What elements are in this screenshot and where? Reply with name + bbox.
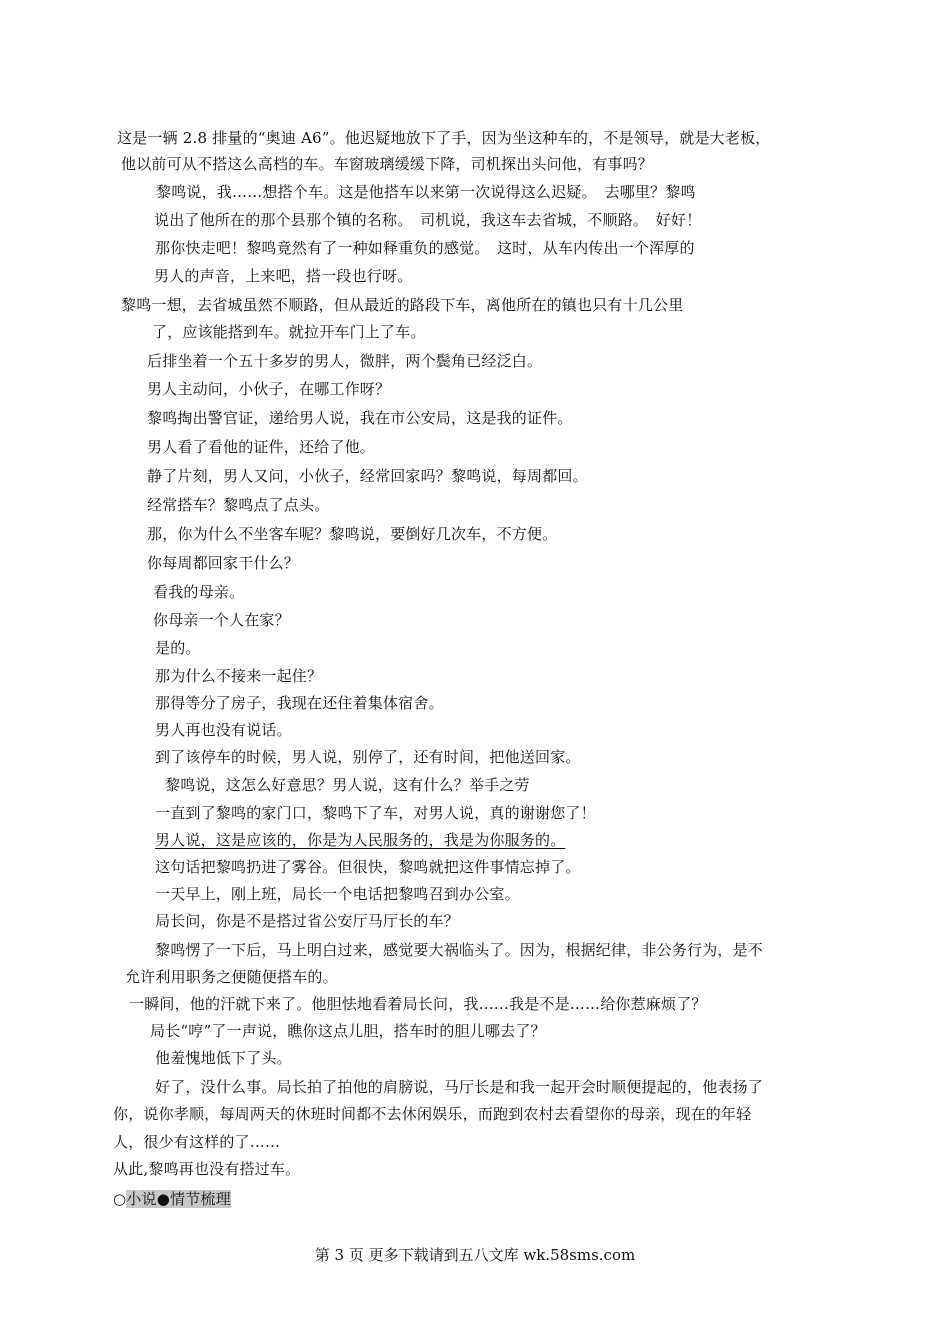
body-line: 经常搭车？黎鸣点了点头。 [147, 496, 330, 514]
body-line: 局长“哼”了一声说，瞧你这点儿胆，搭车时的胆儿哪去了？ [150, 1022, 546, 1040]
body-line: 静了片刻，男人又问，小伙子，经常回家吗？黎鸣说，每周都回。 [147, 467, 588, 485]
body-line: 到了该停车的时候，男人说，别停了，还有时间，把他送回家。 [155, 748, 581, 766]
page-footer: 第 3 页 更多下载请到五八文库 wk.58sms.com [314, 1246, 636, 1264]
body-line: 你每周都回家干什么？ [147, 554, 300, 572]
body-line: 男人看了看他的证件，还给了他。 [147, 438, 376, 456]
section-heading [113, 1189, 231, 1209]
body-line: 一瞬间，他的汗就下来了。他胆怯地看着局长问，我……我是不是……给你惹麻烦了？ [129, 995, 707, 1013]
body-line: 他羞愧地低下了头。 [155, 1049, 292, 1067]
body-line: 后排坐着一个五十多岁的男人，微胖，两个鬓角已经泛白。 [147, 352, 543, 370]
body-line: 他以前可从不搭这么高档的车。车窗玻璃缓缓下降，司机探出头问他，有事吗？ [121, 155, 654, 173]
body-line: 从此,黎鸣再也没有搭过车。 [113, 1160, 301, 1178]
body-line: 你，说你孝顺，每周两天的休班时间都不去休闲娱乐，而跑到农村去看望你的母亲，现在的年轻 [113, 1105, 752, 1123]
body-line: 看我的母亲。 [153, 583, 245, 601]
body-line: 黎鸣说，这怎么好意思？男人说，这有什么？举手之劳 [165, 776, 530, 794]
open-circle-icon: ○ [113, 1190, 127, 1208]
body-line: 黎鸣说，我……想搭个车。这是他搭车以来第一次说得这么迟疑。 去哪里？黎鸣 [156, 183, 696, 201]
body-line: 局长问，你是不是搭过省公安厅马厅长的车？ [155, 912, 460, 930]
body-line: 黎鸣掏出警官证，递给男人说，我在市公安局，这是我的证件。 [147, 409, 573, 427]
body-line: 黎鸣一想，去省城虽然不顺路，但从最近的路段下车，离他所在的镇也只有十几公里 [121, 296, 684, 314]
body-line: 是的。 [155, 639, 201, 657]
body-line: 说出了他所在的那个县那个镇的名称。 司机说，我这车去省城，不顺路。 好好！ [154, 211, 702, 229]
body-line: 男人的声音，上来吧，搭一段也行呀。 [154, 267, 413, 285]
body-line: 允许利用职务之便随便搭车的。 [125, 968, 338, 986]
body-line: 这是一辆 2.8 排量的“奥迪 A6”。他迟疑地放下了手，因为坐这种车的，不是领导，就是大老板， [117, 129, 771, 147]
body-line: 人，很少有这样的了…… [113, 1133, 281, 1151]
body-line: 一天早上，刚上班，局长一个电话把黎鸣召到办公室。 [155, 885, 520, 903]
body-line: 男人再也没有说话。 [155, 721, 292, 739]
body-line: 那为什么不接来一起住？ [155, 667, 323, 685]
heading-label-plot: 情节梳理 [170, 1190, 231, 1208]
body-line: 男人主动问，小伙子，在哪工作呀？ [147, 380, 391, 398]
body-line: 黎鸣愣了一下后，马上明白过来，感觉要大祸临头了。因为，根据纪律，非公务行为，是不 [155, 941, 764, 959]
body-line: 你母亲一个人在家？ [153, 611, 290, 629]
heading-label-novel: 小说 [126, 1190, 157, 1208]
body-line: 了，应该能搭到车。就拉开车门上了车。 [152, 323, 426, 341]
body-line: 一直到了黎鸣的家门口，黎鸣下了车，对男人说，真的谢谢您了！ [155, 804, 596, 822]
body-line: 那你快走吧！黎鸣竟然有了一种如释重负的感觉。 这时，从车内传出一个浑厚的 [155, 239, 695, 257]
body-line: 这句话把黎鸣扔进了雾谷。但很快，黎鸣就把这件事情忘掉了。 [155, 858, 581, 876]
body-line: 那得等分了房子，我现在还住着集体宿舍。 [155, 694, 444, 712]
body-line: 好了，没什么事。局长拍了拍他的肩膀说，马厅长是和我一起开会时顺便提起的，他表扬了 [155, 1078, 764, 1096]
body-line: 那，你为什么不坐客车呢？黎鸣说，要倒好几次车，不方便。 [147, 525, 558, 543]
filled-circle-icon: ● [156, 1190, 170, 1208]
underlined-quote-line: 男人说，这是应该的，你是为人民服务的，我是为你服务的。 [155, 831, 566, 849]
